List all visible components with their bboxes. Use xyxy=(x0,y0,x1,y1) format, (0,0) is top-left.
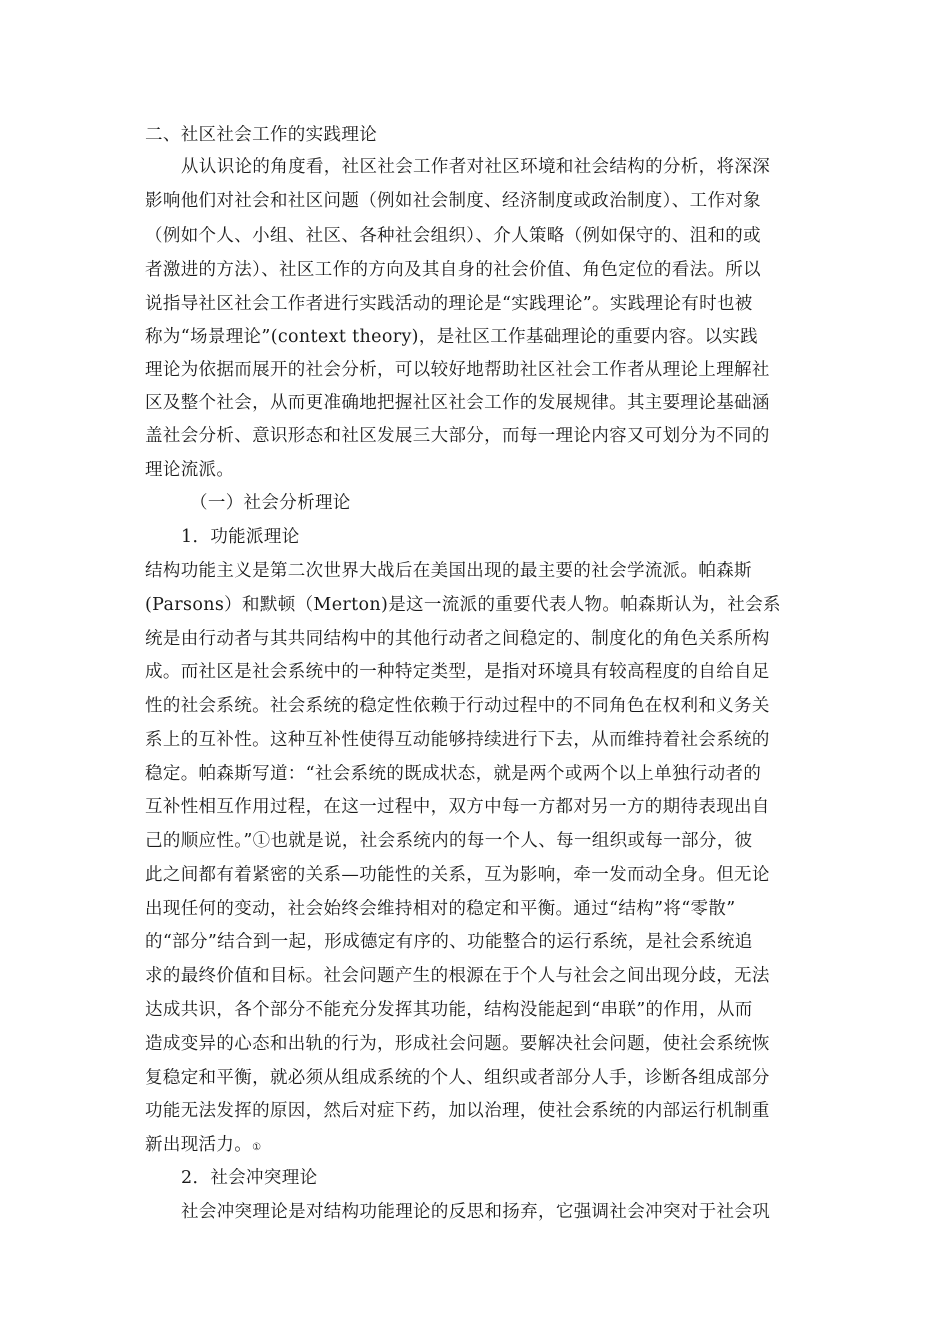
paragraph-line: 理论流派。 xyxy=(145,460,235,480)
paragraph-line: (Parsons）和默顿（Merton)是这一流派的重要代表人物。帕森斯认为，社会系 xyxy=(145,595,781,615)
paragraph-line: 造成变异的心态和出轨的行为，形成社会问题。要解决社会问题，使社会系统恢 xyxy=(145,1034,770,1054)
paragraph-line xyxy=(145,1133,809,1160)
paragraph-line: 理论为依据而展开的社会分析，可以较好地帮助社区社会工作者从理论上理解社 xyxy=(145,360,770,380)
paragraph-line: 社会冲突理论是对结构功能理论的反思和扬弃，它强调社会冲突对于社会巩 xyxy=(181,1202,771,1222)
paragraph-line: 影响他们对社会和社区问题（例如社会制度、经济制度或政治制度）、工作对象 xyxy=(145,191,761,211)
paragraph-line: 从认识论的角度看，社区社会工作者对社区环境和社会结构的分析，将深深 xyxy=(181,157,771,177)
paragraph-line: 说指导社区社会工作者进行实践活动的理论是“实践理论”。实践理论有时也被 xyxy=(145,294,753,314)
paragraph-line: 稳定。帕森斯写道：“社会系统的既成状态，就是两个或两个以上单独行动者的 xyxy=(145,764,762,784)
paragraph-line: 此之间都有着紧密的关系—功能性的关系，互为影响，牵一发而动全身。但无论 xyxy=(145,865,770,885)
paragraph-line-text: 新出现活力。 xyxy=(145,1135,253,1155)
paragraph-line: 复稳定和平衡，就必须从组成系统的个人、组织或者部分人手，诊断各组成部分 xyxy=(145,1068,770,1088)
paragraph-line: 统是由行动者与其共同结构中的其他行动者之间稳定的、制度化的角色关系所构 xyxy=(145,629,770,649)
paragraph-line: 盖社会分析、意识形态和社区发展三大部分，而每一理论内容又可划分为不同的 xyxy=(145,426,770,446)
item-heading-functionalism: 1．功能派理论 xyxy=(181,527,300,547)
paragraph-line: 求的最终价值和目标。社会问题产生的根源在于个人与社会之间出现分歧，无法 xyxy=(145,966,770,986)
paragraph-line: 系上的互补性。这种互补性使得互动能够持续进行下去，从而维持着社会系统的 xyxy=(145,730,770,750)
paragraph-line: 成。而社区是社会系统中的一种特定类型，是指对环境具有较高程度的自给自足 xyxy=(145,662,770,682)
paragraph-line: 区及整个社会，从而更准确地把握社区社会工作的发展规律。其主要理论基础涵 xyxy=(145,393,770,413)
paragraph-line: 的“部分”结合到一起，形成德定有序的、功能整合的运行系统，是社会系统追 xyxy=(145,932,753,952)
paragraph-line: 出现任何的变动，社会始终会维持相对的稳定和平衡。通过“结构”将“零散” xyxy=(145,899,736,919)
paragraph-line: （例如个人、小组、社区、各种社会组织）、介人策略（例如保守的、沮和的或 xyxy=(145,226,761,246)
item-heading-conflict-theory: 2．社会冲突理论 xyxy=(181,1168,318,1188)
paragraph-line: 己的顺应性。”①也就是说，社会系统内的每一个人、每一组织或每一部分，彼 xyxy=(145,831,753,851)
paragraph-line: 功能无法发挥的原因，然后对症下药，加以治理，使社会系统的内部运行机制重 xyxy=(145,1101,770,1121)
subheading-social-analysis: （一）社会分析理论 xyxy=(190,493,351,513)
paragraph-line: 称为“场景理论”(context theory)，是社区工作基础理论的重要内容。以实践 xyxy=(145,327,759,347)
footnote-marker[interactable]: ① xyxy=(252,1142,262,1153)
paragraph-line: 互补性相互作用过程，在这一过程中，双方中每一方都对另一方的期待表现出自 xyxy=(145,797,770,817)
section-heading: 二、社区社会工作的实践理论 xyxy=(145,125,378,145)
paragraph-line: 结构功能主义是第二次世界大战后在美国出现的最主要的社会学流派。帕森斯 xyxy=(145,561,752,581)
paragraph-line: 者激进的方法）、社区工作的方向及其自身的社会价值、角色定位的看法。所以 xyxy=(145,260,761,280)
paragraph-line: 达成共识，各个部分不能充分发挥其功能，结构没能起到“串联”的作用，从而 xyxy=(145,1000,753,1020)
paragraph-line: 性的社会系统。社会系统的稳定性依赖于行动过程中的不同角色在权利和义务关 xyxy=(145,696,770,716)
